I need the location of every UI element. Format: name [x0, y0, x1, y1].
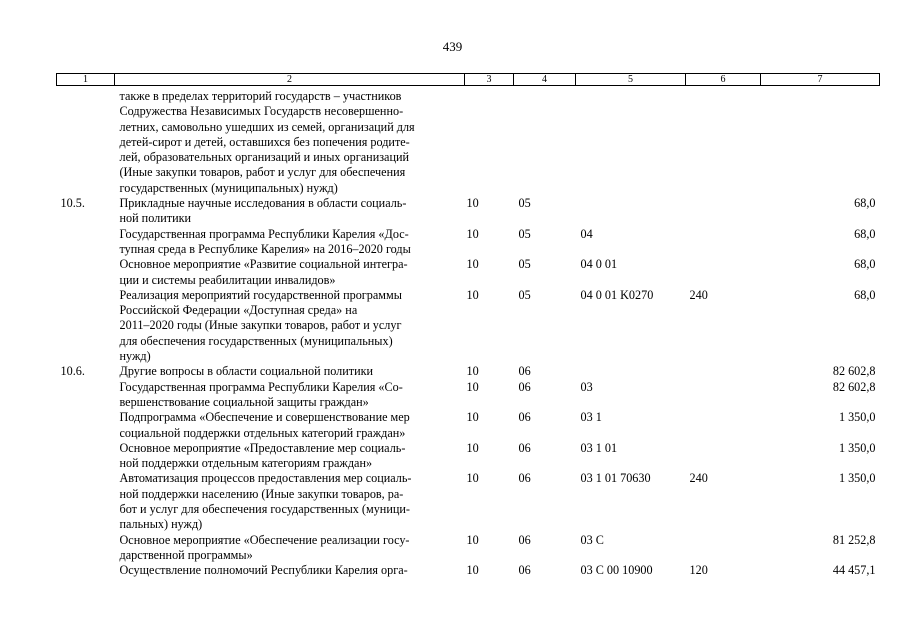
section-code — [465, 86, 514, 197]
amount: 68,0 — [854, 196, 876, 211]
description-line: Подпрограмма «Обеспечение и совершенствование мер — [119, 410, 410, 425]
description-line: нужд) — [119, 349, 151, 364]
item-description — [115, 227, 465, 258]
table-body — [57, 86, 880, 579]
description-line: Российской Федерации «Доступная среда» на — [119, 303, 358, 318]
item-description — [115, 563, 465, 578]
expense-type-code — [686, 364, 761, 379]
description-line: 2011–2020 годы (Иные закупки товаров, работ и услуг — [119, 318, 402, 333]
target-article-code: 04 0 01 — [580, 257, 618, 272]
column-number-row — [57, 74, 880, 86]
item-number — [57, 380, 115, 411]
table-row — [57, 227, 880, 258]
amount: 1 350,0 — [838, 440, 876, 455]
column-header: 6 — [686, 74, 761, 86]
description-line: для обеспечения государственных (муниципальных) — [119, 333, 393, 348]
subsection-code: 06 — [518, 563, 531, 578]
section-code: 10 — [466, 257, 479, 272]
description-line: лей, образовательных организаций и иных организаций — [119, 150, 410, 165]
subsection-code: 05 — [518, 226, 531, 241]
description-line: Автоматизация процессов предоставления мер социаль- — [119, 471, 412, 486]
target-article-code — [576, 364, 686, 379]
description-line: Прикладные научные исследования в области социаль- — [119, 196, 407, 211]
expense-type-code — [686, 196, 761, 227]
item-description — [115, 380, 465, 411]
amount: 68,0 — [854, 287, 876, 302]
target-article-code — [576, 86, 686, 197]
target-article-code: 03 — [580, 379, 593, 394]
description-line: ной поддержки отдельным категориям граждан» — [119, 456, 373, 471]
item-number — [57, 410, 115, 441]
description-line: Другие вопросы в области социальной политики — [119, 364, 374, 379]
subsection-code: 06 — [518, 440, 531, 455]
item-description — [115, 364, 465, 379]
section-code: 10 — [466, 440, 479, 455]
expense-type-code: 120 — [689, 563, 708, 578]
item-description — [115, 441, 465, 472]
description-line: Осуществление полномочий Республики Карелия орга- — [119, 563, 408, 578]
target-article-code: 04 — [580, 226, 593, 241]
description-line: ной поддержки населению (Иные закупки товаров, ра- — [119, 486, 404, 501]
column-header: 4 — [514, 74, 576, 86]
expense-type-code — [686, 257, 761, 288]
amount: 68,0 — [854, 257, 876, 272]
amount — [761, 86, 880, 197]
description-line: тупная среда в Республике Карелия» на 2016–2020 годы — [119, 241, 411, 256]
description-line: Государственная программа Республики Карелия «Дос- — [119, 226, 409, 241]
target-article-code: 03 1 01 — [580, 440, 618, 455]
description-line: Основное мероприятие «Обеспечение реализации госу- — [119, 532, 410, 547]
item-number — [57, 441, 115, 472]
description-line: ции и системы реабилитации инвалидов» — [119, 272, 336, 287]
amount: 82 602,8 — [832, 364, 876, 379]
amount: 82 602,8 — [832, 379, 876, 394]
expense-type-code: 240 — [689, 471, 708, 486]
description-line: Основное мероприятие «Развитие социальной интегра- — [119, 257, 408, 272]
description-line: Государственная программа Республики Карелия «Со- — [119, 379, 403, 394]
target-article-code: 03 1 01 70630 — [580, 471, 651, 486]
section-code: 10 — [466, 287, 479, 302]
target-article-code — [576, 196, 686, 227]
item-description — [115, 533, 465, 564]
table-row — [57, 86, 880, 197]
target-article-code: 03 1 — [580, 410, 602, 425]
section-code: 10 — [466, 196, 479, 211]
amount: 1 350,0 — [838, 410, 876, 425]
item-number — [57, 86, 115, 197]
description-line: бот и услуг для обеспечения государственных (муници- — [119, 502, 410, 517]
column-header: 3 — [465, 74, 514, 86]
description-line: (Иные закупки товаров, работ и услуг для обеспечения — [119, 165, 406, 180]
subsection-code: 05 — [518, 287, 531, 302]
item-description — [115, 196, 465, 227]
item-number: 10.6. — [60, 364, 85, 379]
expense-type-code — [686, 441, 761, 472]
description-line: дарственной программы» — [119, 547, 253, 562]
column-header: 7 — [761, 74, 880, 86]
subsection-code: 06 — [518, 532, 531, 547]
subsection-code — [514, 86, 576, 197]
section-code: 10 — [466, 563, 479, 578]
target-article-code: 03 С 00 10900 — [580, 563, 653, 578]
item-number — [57, 533, 115, 564]
description-line: детей-сирот и детей, оставшихся без попечения родите- — [119, 134, 410, 149]
column-header: 1 — [57, 74, 115, 86]
table-row — [57, 441, 880, 472]
subsection-code: 06 — [518, 410, 531, 425]
item-description — [115, 410, 465, 441]
amount: 81 252,8 — [832, 532, 876, 547]
amount: 44 457,1 — [832, 563, 876, 578]
column-header: 5 — [576, 74, 686, 86]
expense-type-code — [686, 86, 761, 197]
amount: 68,0 — [854, 226, 876, 241]
item-description — [115, 257, 465, 288]
item-description — [115, 288, 465, 364]
subsection-code: 06 — [518, 364, 531, 379]
description-line: ной политики — [119, 211, 192, 226]
table-row — [57, 533, 880, 564]
expense-type-code — [686, 380, 761, 411]
description-line: летних, самовольно ушедших из семей, организаций для — [119, 119, 415, 134]
section-code: 10 — [466, 532, 479, 547]
target-article-code: 04 0 01 K0270 — [580, 287, 654, 302]
item-description — [115, 471, 465, 532]
expense-type-code: 240 — [689, 287, 708, 302]
section-code: 10 — [466, 379, 479, 394]
subsection-code: 06 — [518, 471, 531, 486]
description-line: Реализация мероприятий государственной программы — [119, 287, 402, 302]
table-row — [57, 380, 880, 411]
amount: 1 350,0 — [838, 471, 876, 486]
description-line: пальных) нужд) — [119, 517, 203, 532]
table-row — [57, 364, 880, 379]
item-description — [115, 86, 465, 197]
subsection-code: 05 — [518, 257, 531, 272]
table-row — [57, 410, 880, 441]
item-number — [57, 288, 115, 364]
description-line: Основное мероприятие «Предоставление мер социаль- — [119, 440, 406, 455]
table-row — [57, 196, 880, 227]
section-code: 10 — [466, 364, 479, 379]
description-line: также в пределах территорий государств – участников — [119, 89, 402, 103]
column-header: 2 — [115, 74, 465, 86]
item-number — [57, 257, 115, 288]
section-code: 10 — [466, 226, 479, 241]
description-line: вершенствование социальной защиты граждан» — [119, 394, 369, 409]
item-number — [57, 471, 115, 532]
section-code: 10 — [466, 471, 479, 486]
expense-type-code — [686, 227, 761, 258]
expense-type-code — [686, 410, 761, 441]
item-number — [57, 563, 115, 578]
description-line: государственных (муниципальных) нужд) — [119, 180, 338, 195]
table-row — [57, 471, 880, 532]
page-number: 439 — [442, 39, 463, 54]
item-number — [57, 227, 115, 258]
table-row — [57, 288, 880, 364]
expense-type-code — [686, 533, 761, 564]
item-number: 10.5. — [60, 196, 85, 211]
table-row — [57, 257, 880, 288]
table-row — [57, 563, 880, 578]
budget-table — [56, 73, 880, 579]
target-article-code: 03 С — [580, 532, 604, 547]
description-line: социальной поддержки отдельных категорий граждан» — [119, 425, 406, 440]
section-code: 10 — [466, 410, 479, 425]
description-line: Содружества Независимых Государств несовершенно- — [119, 104, 404, 119]
subsection-code: 06 — [518, 379, 531, 394]
subsection-code: 05 — [518, 196, 531, 211]
